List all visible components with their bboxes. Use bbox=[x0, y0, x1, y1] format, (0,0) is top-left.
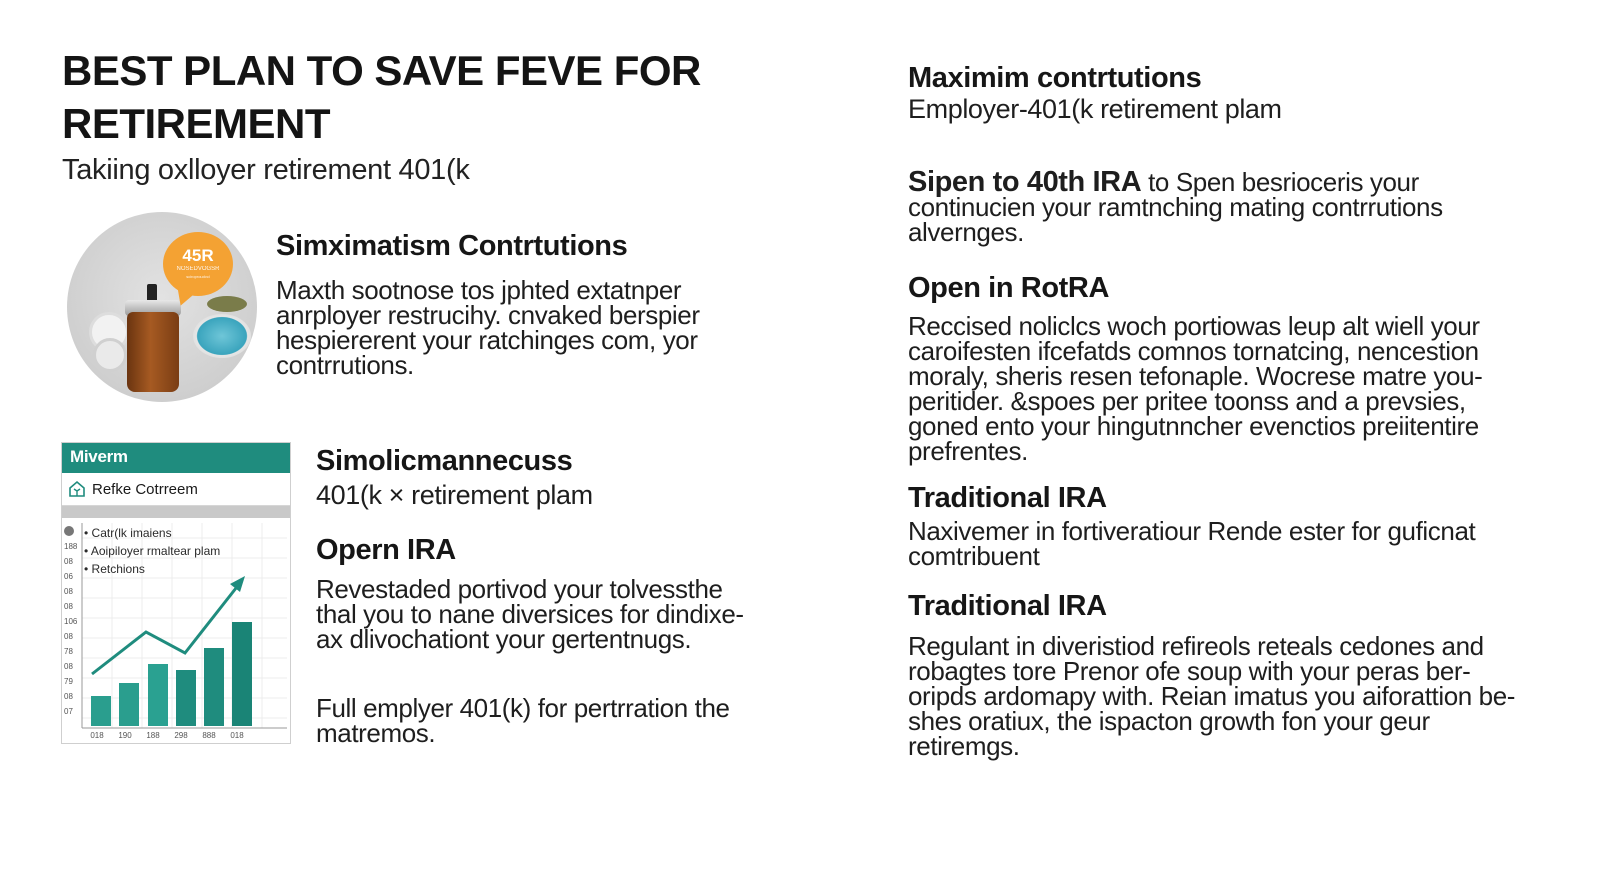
section-body: 401(k × retirement plam bbox=[316, 480, 593, 510]
bar-chart bbox=[62, 518, 290, 742]
y-tick: 188 bbox=[64, 542, 78, 551]
chart-legend bbox=[84, 524, 220, 578]
bar bbox=[176, 670, 196, 726]
savings-jar-icon bbox=[127, 312, 179, 392]
x-tick: 018 bbox=[90, 731, 104, 740]
legend-dot-icon bbox=[64, 526, 74, 536]
inline-body-emphasis: contrrutions bbox=[1311, 192, 1443, 222]
bonsai-icon bbox=[207, 296, 247, 312]
x-tick: 190 bbox=[118, 731, 132, 740]
y-tick: 08 bbox=[64, 587, 73, 596]
retirement-savings-illustration bbox=[67, 212, 257, 402]
section-heading: Simximatism Contrtutions bbox=[276, 230, 628, 262]
page-subtitle: Takiing oxlloyer retirement 401(k bbox=[62, 154, 470, 186]
x-tick: 018 bbox=[230, 731, 244, 740]
inline-body-tail: alvernges. bbox=[908, 217, 1024, 247]
bar bbox=[148, 664, 168, 726]
y-tick: 08 bbox=[64, 632, 73, 641]
bar bbox=[204, 648, 224, 726]
bar bbox=[91, 696, 111, 726]
x-tick: 888 bbox=[202, 731, 216, 740]
badge-sub-text-2: sciroproudvcl bbox=[186, 274, 210, 279]
inline-body: to Spen besrioceris your continucien your ramtnching mating bbox=[908, 167, 1419, 222]
chart-card-subheader bbox=[62, 473, 290, 506]
badge-sub-text: NOSEDVOGSR bbox=[176, 266, 220, 272]
section-heading: Traditional IRA bbox=[908, 482, 1107, 514]
chart-card-subtitle: Refke Cotrreem bbox=[92, 480, 198, 498]
x-axis-ticks bbox=[90, 731, 244, 740]
y-axis-ticks bbox=[64, 524, 77, 719]
bowl-icon bbox=[193, 314, 251, 358]
legend-item: • Catr(lk imaiens bbox=[84, 524, 220, 542]
y-tick: 07 bbox=[64, 707, 73, 716]
section-heading: Open in RotRA bbox=[908, 272, 1110, 304]
y-tick: 08 bbox=[64, 602, 73, 611]
bar bbox=[119, 683, 139, 726]
section-body: Employer-401(k retirement plam bbox=[908, 94, 1282, 124]
y-tick: 08 bbox=[64, 692, 73, 701]
y-tick: 08 bbox=[64, 557, 73, 566]
y-tick: 08 bbox=[64, 662, 73, 671]
section-body: Naxivemer in fortiveratiour Rende ester for guficnat comtribuent bbox=[908, 516, 1476, 571]
section-body: Revestaded portivod your tolvessthe thal you to nane diversices for dindixe-ax dlivochationt your gertentnugs. bbox=[316, 574, 744, 654]
page-title: BEST PLAN TO SAVE FEVE FOR RETIREMENT bbox=[62, 47, 701, 147]
section-body: Regulant in diveristiod refireols reteals cedones and robagtes tore Prenor ofe soup with your peras ber-oripds ardomapy with. Reian imatus you aiforattion be-shes oratiux, the ispacton growth fon your geur retiremgs. bbox=[908, 631, 1516, 761]
section-heading: Maximim contrtutions bbox=[908, 62, 1202, 94]
badge-main-text: 45R bbox=[182, 246, 214, 265]
home-icon bbox=[68, 480, 86, 498]
section-body: Full emplyer 401(k) for pertrration the matremos. bbox=[316, 693, 730, 748]
section-heading: Opern IRA bbox=[316, 534, 456, 566]
inline-heading: Sipen to 40th IRA bbox=[908, 166, 1142, 198]
bar bbox=[232, 622, 252, 726]
growth-chart-card bbox=[61, 442, 291, 744]
y-tick: 78 bbox=[64, 647, 73, 656]
coin-icon bbox=[93, 338, 127, 372]
y-tick: 79 bbox=[64, 677, 73, 686]
section-heading: Simolicmannecuss bbox=[316, 445, 573, 477]
y-tick: 06 bbox=[64, 572, 73, 581]
divider-band bbox=[62, 506, 290, 518]
speech-bubble-badge bbox=[163, 232, 233, 296]
legend-item: • Aoipiloyer rmaltear plam bbox=[84, 542, 220, 560]
chart-card-header: Miverm bbox=[62, 443, 290, 473]
section-heading: Traditional IRA bbox=[908, 590, 1107, 622]
x-tick: 298 bbox=[174, 731, 188, 740]
x-tick: 188 bbox=[146, 731, 160, 740]
section-body-inline bbox=[908, 166, 1528, 247]
legend-item: • Retchions bbox=[84, 560, 220, 578]
section-body: Reccised noliclcs woch portiowas leup alt wiell your caroifesten ifcefatds comnos tornatcing, nencestion moraly, sheris resen tefonaple. Wocrese matre you-peritider. &spoes per pritee toonss and a prevsies, goned ento your hingutnncher evenctios preiitentire prefrentes. bbox=[908, 311, 1483, 466]
y-tick: 106 bbox=[64, 617, 78, 626]
section-body: Maxth sootnose tos jphted extatnper anrployer restrucihy. cnvaked berspier hespiererent your ratchinges com, yor contrrutions. bbox=[276, 275, 700, 380]
